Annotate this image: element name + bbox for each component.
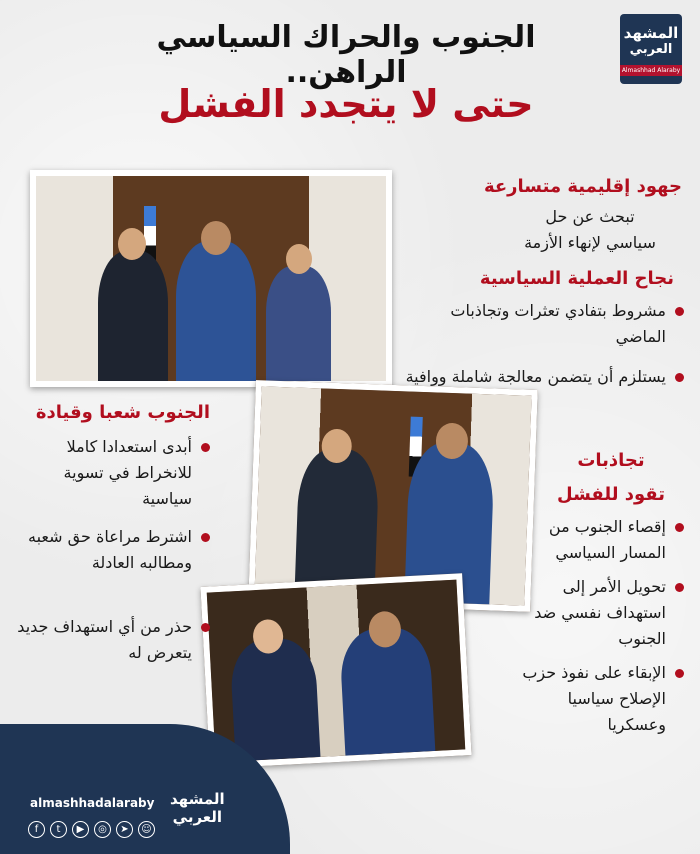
south-bullet-1: أبدى استعدادا كاملا للانخراط في تسوية سياسية (12, 434, 210, 512)
footer-logo-line1: المشهد (170, 790, 225, 808)
telegram-icon[interactable]: ➤ (116, 821, 133, 838)
south-bullet-3: حذر من أي استهداف جديد يتعرض له (12, 614, 210, 666)
failure-bullet-1: إقصاء الجنوب من المسار السياسي (506, 514, 684, 566)
success-section-title: نجاح العملية السياسية (479, 268, 674, 289)
page-title: الجنوب والحراك السياسي الراهن.. (156, 20, 536, 90)
south-bullet-2: اشترط مراعاة حق شعبه ومطالبه العادلة (12, 524, 210, 576)
social-icons (28, 821, 155, 838)
failure-section-title: تجاذبات تقود للفشل (557, 450, 665, 505)
page-subtitle: حتى لا يتجدد الفشل (158, 82, 534, 126)
facebook-icon[interactable]: f (28, 821, 45, 838)
failure-bullet-3: الإبقاء على نفوذ حزب الإصلاح سياسيا وعسكريا (506, 660, 684, 738)
footer-logo (170, 790, 225, 826)
regional-section-title: جهود إقليمية متسارعة (483, 176, 682, 197)
instagram-icon[interactable]: ◎ (94, 821, 111, 838)
snapchat-icon[interactable]: ☺ (138, 821, 155, 838)
brand-logo (620, 14, 682, 84)
youtube-icon[interactable]: ▶ (72, 821, 89, 838)
south-section-title: الجنوب شعبا وقيادة (35, 402, 210, 423)
photo-meeting-1 (30, 170, 392, 387)
regional-section-text: تبحث عن حل سياسي لإنهاء الأزمة (524, 207, 656, 252)
success-bullet-1: مشروط بتفادي تعثرات وتجاذبات الماضي (396, 298, 684, 350)
logo-line1: المشهد (623, 24, 679, 42)
photo-meeting-3 (200, 573, 471, 768)
logo-latin: Almashhad Alaraby (621, 67, 681, 74)
failure-bullet-2: تحويل الأمر إلى استهداف نفسي ضد الجنوب (506, 574, 684, 652)
footer-url: almashhadalaraby (30, 796, 155, 810)
twitter-icon[interactable]: t (50, 821, 67, 838)
logo-line2: العربي (629, 42, 673, 57)
footer-logo-line2: العربي (172, 808, 223, 826)
success-bullet-2: يستلزم أن يتضمن معالجة شاملة ووافية (396, 364, 684, 390)
